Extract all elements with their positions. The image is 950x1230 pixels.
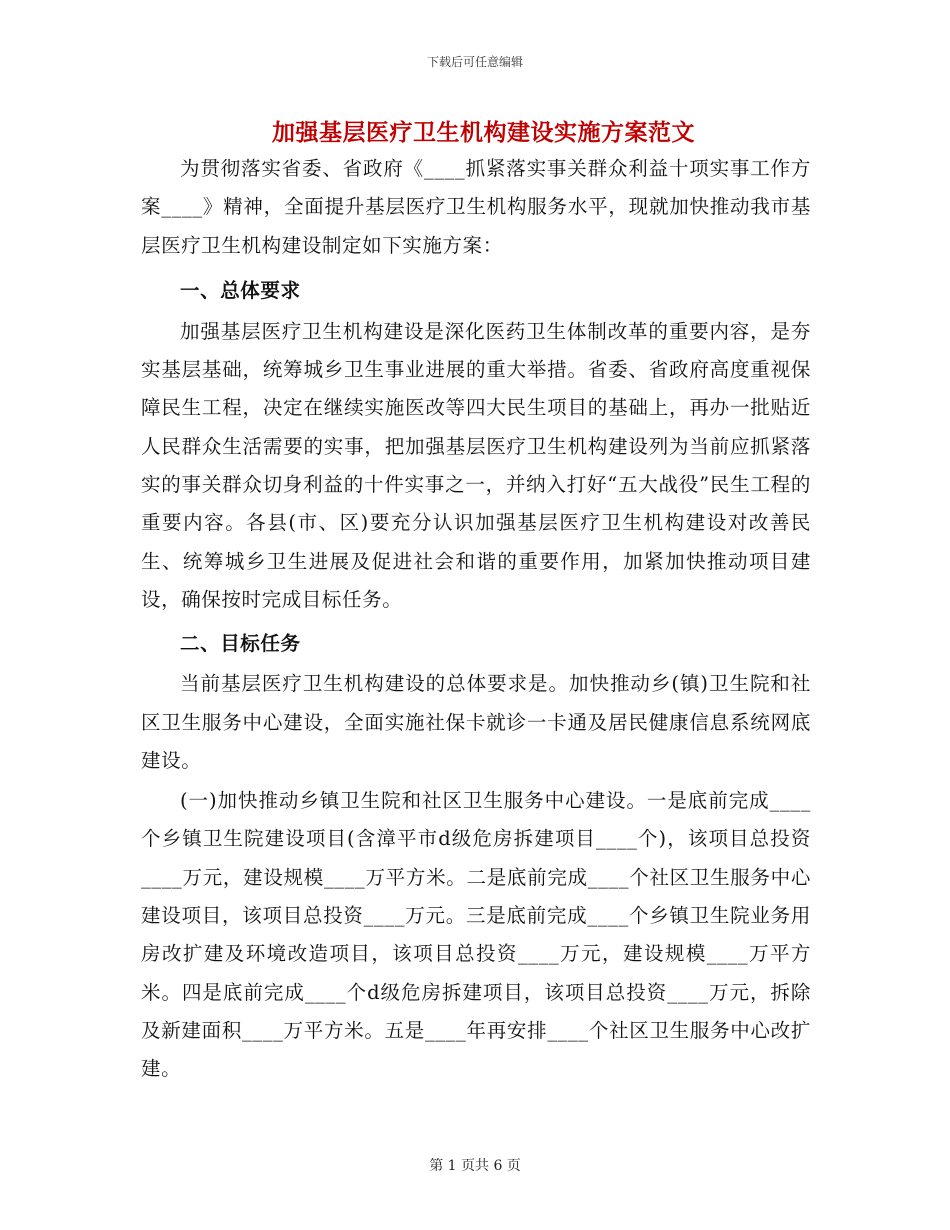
page-footer-page-number: 第 1 页共 6 页 <box>429 1158 521 1174</box>
section-1-paragraph-1: 加强基层医疗卫生机构建设是深化医药卫生体制改革的重要内容，是夯实基层基础，统筹城乡卫生事业进展的重大举措。省委、省政府高度重视保障民生工程，决定在继续实施医改等四大民生项目的基础上，再办一批贴近人民群众生活需要的实事，把加强基层医疗卫生机构建设列为当前应抓紧落实的事关群众切身利益的十件实事之一，并纳入打好“五大战役”民生工程的重要内容。各县(市、区)要充分认识加强基层医疗卫生机构建设对改善民生、统筹城乡卫生进展及促进社会和谐的重要作用，加紧加快推动项目建设，确保按时完成目标任务。 <box>141 319 811 611</box>
section-heading-objectives: 二、目标任务 <box>180 632 301 656</box>
section-2-paragraph-1: 当前基层医疗卫生机构建设的总体要求是。加快推动乡(镇)卫生院和社区卫生服务中心建设，全面实施社保卡就诊一卡通及居民健康信息系统网底建设。 <box>141 672 811 772</box>
page-header-note: 下载后可任意编辑 <box>426 55 523 69</box>
section-2-paragraph-2: (一)加快推动乡镇卫生院和社区卫生服务中心建设。一是底前完成____个乡镇卫生院建设项目(含漳平市d级危房拆建项目____个)，该项目总投资____万元，建设规模____万平方米。二是底前完成____个社区卫生服务中心建设项目，该项目总投资____万元。三是底前完成____个乡镇卫生院业务用房改扩建及环境改造项目，该项目总投资____万元，建设规模____万平方米。四是底前完成____个d级危房拆建项目，该项目总投资____万元，拆除及新建面积____万平方米。五是____年再安排____个社区卫生服务中心改扩建。 <box>141 789 811 1081</box>
section-heading-general-requirements: 一、总体要求 <box>180 278 301 302</box>
document-title: 加强基层医疗卫生机构建设实施方案范文 <box>272 119 695 146</box>
document-body <box>141 150 811 1089</box>
intro-paragraph: 为贯彻落实省委、省政府《____抓紧落实事关群众利益十项实事工作方案____》精神，全面提升基层医疗卫生机构服务水平，现就加快推动我市基层医疗卫生机构建设制定如下实施方案： <box>141 157 811 257</box>
